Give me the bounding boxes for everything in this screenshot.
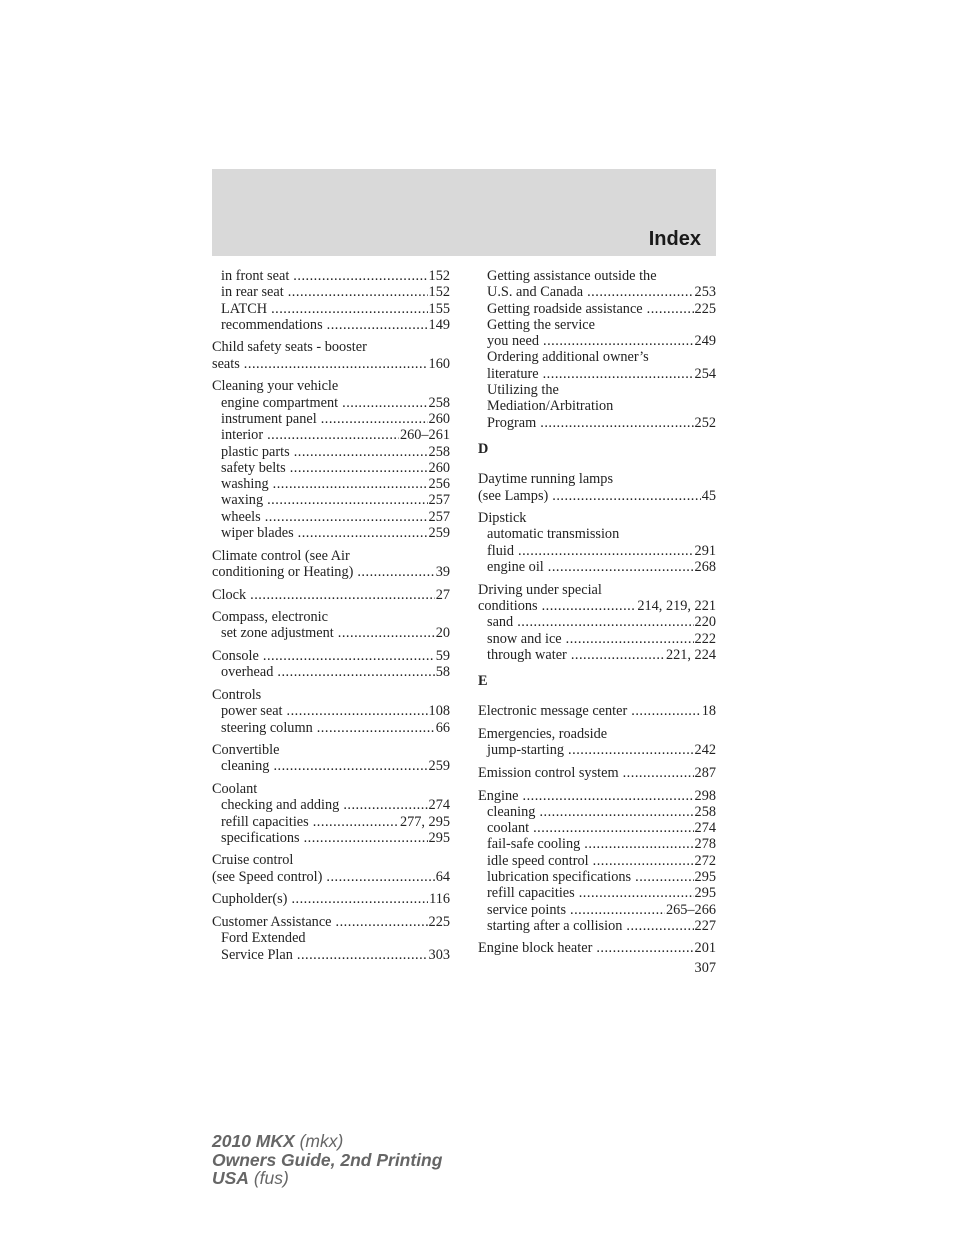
index-term: fail-safe cooling bbox=[487, 836, 581, 853]
index-term: engine compartment bbox=[221, 394, 339, 411]
index-term: Climate control (see Air bbox=[212, 547, 350, 564]
footer-model-code: (mkx) bbox=[299, 1131, 344, 1151]
dot-leader bbox=[635, 869, 693, 885]
index-subentry bbox=[478, 853, 716, 869]
dot-leader bbox=[338, 625, 435, 641]
page-reference: 221, 224 bbox=[665, 646, 716, 663]
index-subentry bbox=[212, 284, 450, 300]
index-term: power seat bbox=[221, 703, 283, 720]
index-term: cleaning bbox=[221, 758, 270, 775]
page-reference: 287 bbox=[694, 764, 716, 781]
index-subentry bbox=[478, 526, 716, 542]
index-term: Program bbox=[487, 414, 537, 431]
index-term: Electronic message center bbox=[478, 703, 628, 720]
index-term: interior bbox=[221, 427, 264, 444]
page-reference: 242 bbox=[694, 742, 716, 759]
dot-leader bbox=[593, 853, 694, 869]
page-reference: 249 bbox=[694, 333, 716, 350]
dot-leader bbox=[326, 869, 434, 885]
page-reference: 257 bbox=[428, 492, 450, 509]
page-reference: 278 bbox=[694, 836, 716, 853]
index-term-line bbox=[212, 781, 450, 797]
index-term-line bbox=[212, 378, 450, 394]
dot-leader bbox=[336, 914, 428, 930]
index-term-line bbox=[212, 587, 450, 603]
index-subentry bbox=[212, 703, 450, 719]
index-term-line bbox=[478, 765, 716, 781]
dot-leader bbox=[587, 284, 693, 300]
index-term: Getting assistance outside the bbox=[487, 268, 657, 284]
index-subentry bbox=[212, 625, 450, 641]
index-term: Cupholder(s) bbox=[212, 891, 288, 908]
dot-leader bbox=[342, 395, 427, 411]
page-reference: 259 bbox=[428, 758, 450, 775]
index-term: starting after a collision bbox=[487, 917, 623, 934]
page-reference: 201 bbox=[694, 940, 716, 957]
index-entry bbox=[212, 339, 450, 372]
index-term: lubrication specifications bbox=[487, 868, 632, 885]
dot-leader bbox=[321, 411, 428, 427]
index-entry bbox=[478, 788, 716, 935]
index-term: Customer Assistance bbox=[212, 913, 332, 930]
index-subentry bbox=[478, 614, 716, 630]
index-term: washing bbox=[221, 476, 269, 493]
index-entry bbox=[212, 648, 450, 681]
index-term-line bbox=[212, 609, 450, 625]
page-reference: 258 bbox=[694, 803, 716, 820]
page-title: Index bbox=[648, 228, 701, 250]
index-term: sand bbox=[487, 614, 514, 631]
index-subentry bbox=[212, 947, 450, 963]
dot-leader bbox=[263, 648, 435, 664]
index-term: checking and adding bbox=[221, 797, 340, 814]
index-term: (see Speed control) bbox=[212, 868, 323, 885]
dot-leader bbox=[584, 836, 693, 852]
index-term: Console bbox=[212, 648, 259, 665]
page-reference: 220 bbox=[694, 614, 716, 631]
page-reference: 274 bbox=[694, 820, 716, 837]
index-term: waxing bbox=[221, 492, 264, 509]
index-term-line bbox=[212, 869, 450, 885]
index-entry bbox=[212, 852, 450, 885]
index-term-line bbox=[212, 648, 450, 664]
page-reference: 260–261 bbox=[399, 427, 450, 444]
page-reference: 58 bbox=[435, 664, 450, 681]
index-entry bbox=[478, 471, 716, 504]
index-term: Driving under special bbox=[478, 581, 602, 598]
index-term: Getting roadside assistance bbox=[487, 300, 643, 317]
page-reference: 260 bbox=[428, 410, 450, 427]
index-entry bbox=[212, 742, 450, 775]
index-term-line bbox=[478, 582, 716, 598]
index-term: snow and ice bbox=[487, 630, 562, 647]
index-term: Ordering additional owner’s bbox=[487, 349, 649, 366]
page-reference: 222 bbox=[694, 630, 716, 647]
index-term: in front seat bbox=[221, 268, 290, 284]
page-reference: 259 bbox=[428, 525, 450, 542]
index-subentry bbox=[212, 492, 450, 508]
index-subentry bbox=[478, 301, 716, 317]
page-reference: 295 bbox=[428, 829, 450, 846]
index-entry bbox=[212, 587, 450, 603]
index-subentry bbox=[478, 836, 716, 852]
index-entry bbox=[212, 914, 450, 963]
index-term-line bbox=[212, 914, 450, 930]
dot-leader bbox=[623, 765, 694, 781]
dot-leader bbox=[548, 559, 694, 575]
index-term: safety belts bbox=[221, 459, 286, 476]
index-subentry bbox=[478, 647, 716, 663]
index-term: automatic transmission bbox=[487, 526, 620, 543]
index-term: Convertible bbox=[212, 742, 280, 759]
index-term: fluid bbox=[487, 542, 515, 559]
dot-leader bbox=[626, 918, 693, 934]
index-subentry bbox=[478, 742, 716, 758]
index-entry bbox=[212, 891, 450, 907]
index-term: refill capacities bbox=[221, 813, 309, 830]
dot-leader bbox=[570, 902, 665, 918]
page-reference: 257 bbox=[428, 508, 450, 525]
index-term-line bbox=[478, 598, 716, 614]
dot-leader bbox=[523, 788, 694, 804]
index-term: you need bbox=[487, 333, 540, 350]
index-subentry bbox=[478, 804, 716, 820]
index-entry bbox=[212, 268, 450, 333]
index-term: Controls bbox=[212, 686, 262, 703]
index-subentry bbox=[478, 559, 716, 575]
page-reference: 260 bbox=[428, 459, 450, 476]
index-term: Ford Extended bbox=[221, 930, 306, 947]
dot-leader bbox=[273, 758, 427, 774]
index-term: idle speed control bbox=[487, 852, 589, 869]
index-term: Compass, electronic bbox=[212, 609, 328, 626]
index-term: instrument panel bbox=[221, 410, 317, 427]
index-subentry bbox=[478, 869, 716, 885]
page-reference: 20 bbox=[435, 625, 450, 642]
index-subentry bbox=[478, 631, 716, 647]
dot-leader bbox=[357, 564, 434, 580]
page-reference: 59 bbox=[435, 648, 450, 665]
index-term-line bbox=[212, 548, 450, 564]
index-term: (see Lamps) bbox=[478, 487, 549, 504]
index-term: Child safety seats - booster bbox=[212, 339, 367, 356]
index-term: Mediation/Arbitration bbox=[487, 398, 614, 415]
index-term: Engine block heater bbox=[478, 940, 593, 957]
page-reference: 256 bbox=[428, 476, 450, 493]
index-term: Utilizing the bbox=[487, 382, 559, 399]
dot-leader bbox=[647, 301, 694, 317]
index-subentry bbox=[478, 820, 716, 836]
index-entry bbox=[212, 687, 450, 736]
section-letter: D bbox=[478, 440, 489, 457]
index-subentry bbox=[212, 797, 450, 813]
page-reference: 64 bbox=[435, 868, 450, 885]
index-subentry bbox=[478, 284, 716, 300]
page-number: 307 bbox=[694, 960, 716, 976]
dot-leader bbox=[244, 356, 428, 372]
index-subentry bbox=[478, 543, 716, 559]
index-term: conditions bbox=[478, 597, 538, 614]
index-term: Coolant bbox=[212, 780, 258, 797]
index-term: Service Plan bbox=[221, 946, 293, 963]
dot-leader bbox=[539, 804, 693, 820]
footer-market: USA bbox=[212, 1168, 249, 1188]
index-subentry bbox=[478, 333, 716, 349]
index-entry bbox=[212, 548, 450, 581]
page-reference: 66 bbox=[435, 719, 450, 736]
index-term: Dipstick bbox=[478, 510, 527, 527]
page-reference: 225 bbox=[694, 300, 716, 317]
page-reference: 277, 295 bbox=[399, 813, 450, 830]
page-reference: 18 bbox=[701, 703, 716, 720]
index-subentry bbox=[212, 268, 450, 284]
page-reference: 116 bbox=[429, 891, 450, 908]
dot-leader bbox=[313, 814, 399, 830]
page-reference: 108 bbox=[428, 703, 450, 720]
page-reference: 152 bbox=[428, 284, 450, 301]
page-reference: 160 bbox=[428, 355, 450, 372]
index-subentry bbox=[478, 918, 716, 934]
index-term-line bbox=[212, 852, 450, 868]
index-term-line bbox=[212, 339, 450, 355]
index-entry bbox=[478, 765, 716, 781]
page-reference: 254 bbox=[694, 365, 716, 382]
index-term-line bbox=[478, 940, 716, 956]
index-entry bbox=[478, 268, 716, 431]
index-subentry bbox=[212, 509, 450, 525]
dot-leader bbox=[540, 415, 693, 431]
index-term-line bbox=[212, 687, 450, 703]
page-reference: 268 bbox=[694, 559, 716, 576]
page-reference: 27 bbox=[435, 586, 450, 603]
page-reference: 295 bbox=[694, 868, 716, 885]
index-term: conditioning or Heating) bbox=[212, 563, 354, 580]
index-entry bbox=[478, 582, 716, 663]
page-reference: 258 bbox=[428, 394, 450, 411]
index-term-line bbox=[212, 564, 450, 580]
dot-leader bbox=[250, 587, 435, 603]
index-term: service points bbox=[487, 901, 567, 918]
index-subentry bbox=[478, 366, 716, 382]
dot-leader bbox=[517, 614, 693, 630]
index-subentry bbox=[478, 268, 716, 284]
index-subentry bbox=[212, 814, 450, 830]
dot-leader bbox=[327, 317, 428, 333]
index-term: Clock bbox=[212, 586, 247, 603]
dot-leader bbox=[265, 509, 428, 525]
index-term: coolant bbox=[487, 820, 530, 837]
index-term: Engine bbox=[478, 787, 519, 804]
index-term-line bbox=[212, 891, 450, 907]
index-subentry bbox=[212, 395, 450, 411]
page-reference: 291 bbox=[694, 542, 716, 559]
index-term: overhead bbox=[221, 664, 274, 681]
dot-leader bbox=[297, 947, 428, 963]
dot-leader bbox=[533, 820, 693, 836]
index-entry bbox=[212, 781, 450, 846]
index-term: jump-starting bbox=[487, 742, 565, 759]
page-reference: 149 bbox=[428, 316, 450, 333]
index-subentry bbox=[478, 415, 716, 431]
dot-leader bbox=[267, 427, 399, 443]
footer-edition: Owners Guide, 2nd Printing bbox=[212, 1149, 443, 1170]
index-term-line bbox=[478, 726, 716, 742]
index-subentry bbox=[478, 317, 716, 333]
index-term: literature bbox=[487, 365, 539, 382]
dot-leader bbox=[288, 284, 428, 300]
page-reference: 274 bbox=[428, 797, 450, 814]
page-reference: 272 bbox=[694, 852, 716, 869]
index-column-right bbox=[478, 268, 716, 963]
index-column-left bbox=[212, 268, 450, 969]
dot-leader bbox=[317, 720, 435, 736]
page-reference: 152 bbox=[428, 268, 450, 284]
dot-leader bbox=[267, 492, 427, 508]
index-subentry bbox=[212, 664, 450, 680]
index-entry bbox=[478, 940, 716, 956]
page-reference: 214, 219, 221 bbox=[637, 597, 716, 614]
footer-line-model bbox=[212, 1132, 442, 1151]
index-subentry bbox=[212, 758, 450, 774]
dot-leader bbox=[304, 830, 428, 846]
page-reference: 45 bbox=[701, 487, 716, 504]
index-subentry bbox=[212, 930, 450, 946]
page-reference: 258 bbox=[428, 443, 450, 460]
dot-leader bbox=[290, 460, 428, 476]
dot-leader bbox=[552, 488, 700, 504]
index-term-line bbox=[478, 788, 716, 804]
page-reference: 303 bbox=[428, 946, 450, 963]
dot-leader bbox=[287, 703, 428, 719]
dot-leader bbox=[579, 885, 694, 901]
document-footer bbox=[212, 1132, 442, 1188]
dot-leader bbox=[596, 940, 693, 956]
index-term: refill capacities bbox=[487, 885, 575, 902]
index-term: through water bbox=[487, 646, 567, 663]
index-term-line bbox=[478, 488, 716, 504]
page-reference: 298 bbox=[694, 787, 716, 804]
index-term: set zone adjustment bbox=[221, 625, 334, 642]
index-header-band bbox=[212, 169, 716, 256]
index-subentry bbox=[212, 720, 450, 736]
page-reference: 252 bbox=[694, 414, 716, 431]
index-term-line bbox=[478, 471, 716, 487]
index-term: Daytime running lamps bbox=[478, 471, 614, 488]
index-entry bbox=[478, 726, 716, 759]
index-term: plastic parts bbox=[221, 443, 290, 460]
footer-model: 2010 MKX bbox=[212, 1131, 295, 1151]
section-letter: E bbox=[478, 673, 488, 690]
dot-leader bbox=[291, 891, 428, 907]
index-term: Emergencies, roadside bbox=[478, 726, 608, 743]
index-subentry bbox=[212, 830, 450, 846]
index-entry bbox=[478, 510, 716, 575]
index-term: cleaning bbox=[487, 803, 536, 820]
index-subentry bbox=[212, 301, 450, 317]
index-term: U.S. and Canada bbox=[487, 284, 584, 301]
dot-leader bbox=[543, 333, 694, 349]
dot-leader bbox=[271, 301, 427, 317]
dot-leader bbox=[571, 647, 665, 663]
index-subentry bbox=[212, 476, 450, 492]
index-term-line bbox=[212, 742, 450, 758]
page-reference: 253 bbox=[694, 284, 716, 301]
dot-leader bbox=[542, 598, 637, 614]
index-subentry bbox=[478, 349, 716, 365]
index-entry bbox=[478, 703, 716, 719]
index-subentry bbox=[478, 902, 716, 918]
index-term: wheels bbox=[221, 508, 261, 525]
footer-line-market bbox=[212, 1169, 442, 1188]
index-term: seats bbox=[212, 355, 240, 372]
dot-leader bbox=[294, 444, 428, 460]
dot-leader bbox=[343, 797, 427, 813]
index-subentry bbox=[478, 382, 716, 398]
page-reference: 225 bbox=[428, 913, 450, 930]
dot-leader bbox=[518, 543, 694, 559]
index-term: Emission control system bbox=[478, 764, 619, 781]
index-term: in rear seat bbox=[221, 284, 284, 301]
index-term-line bbox=[478, 510, 716, 526]
index-subentry bbox=[212, 444, 450, 460]
index-term-line bbox=[212, 356, 450, 372]
index-subentry bbox=[212, 317, 450, 333]
dot-leader bbox=[277, 664, 434, 680]
index-subentry bbox=[212, 525, 450, 541]
footer-market-code: (fus) bbox=[253, 1168, 289, 1188]
dot-leader bbox=[293, 268, 427, 284]
index-term: Cleaning your vehicle bbox=[212, 378, 339, 395]
index-subentry bbox=[478, 398, 716, 414]
page-reference: 265–266 bbox=[665, 901, 716, 918]
index-term: Cruise control bbox=[212, 852, 294, 869]
index-term: recommendations bbox=[221, 316, 323, 333]
index-term: specifications bbox=[221, 829, 300, 846]
page-reference: 155 bbox=[428, 300, 450, 317]
index-subentry bbox=[212, 411, 450, 427]
dot-leader bbox=[631, 703, 700, 719]
dot-leader bbox=[273, 476, 428, 492]
page-reference: 39 bbox=[435, 563, 450, 580]
index-term: LATCH bbox=[221, 300, 268, 317]
dot-leader bbox=[298, 525, 428, 541]
footer-line-edition bbox=[212, 1151, 442, 1170]
index-term: wiper blades bbox=[221, 525, 294, 542]
page-reference: 295 bbox=[694, 885, 716, 902]
page-reference: 227 bbox=[694, 917, 716, 934]
index-term: engine oil bbox=[487, 559, 544, 576]
index-term: steering column bbox=[221, 719, 313, 736]
index-term: Getting the service bbox=[487, 316, 595, 333]
dot-leader bbox=[543, 366, 694, 382]
dot-leader bbox=[568, 742, 694, 758]
dot-leader bbox=[566, 631, 694, 647]
index-entry bbox=[212, 378, 450, 541]
index-subentry bbox=[212, 460, 450, 476]
index-entry bbox=[212, 609, 450, 642]
index-subentry bbox=[478, 885, 716, 901]
index-term-line bbox=[478, 703, 716, 719]
index-subentry bbox=[212, 427, 450, 443]
